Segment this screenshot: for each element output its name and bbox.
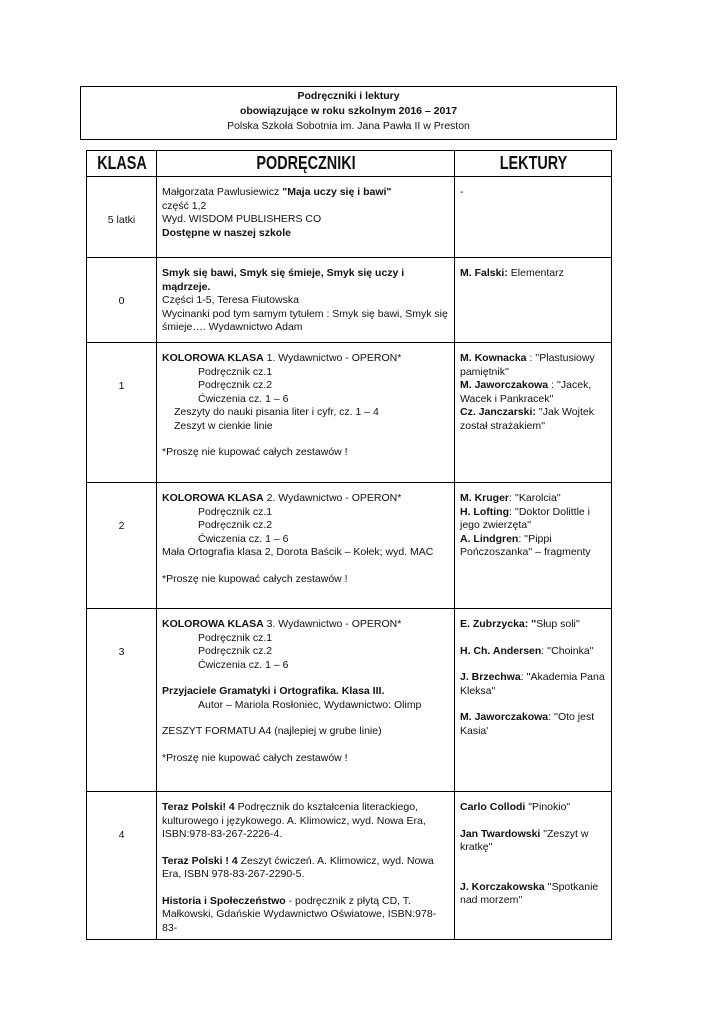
- document-header: [80, 86, 617, 140]
- podreczniki-cell: KOLOROWA KLASA 3. Wydawnictwo - OPERON* Podręcznik cz.1 Podręcznik cz.2 Ćwiczenia cz. 1 – 6 Przyjaciele Gramatyki i Ortografika. Klasa III. Autor – Mariola Rosłoniec, Wydawnictwo: Olimp ZESZYT FORMATU A4 (najlepiej w grube linie) *Proszę nie kupować całych zestawów !: [157, 609, 455, 792]
- klasa-cell: 2: [87, 483, 157, 609]
- header-school-year: obowiązujące w roku szkolnym 2016 – 2017: [239, 105, 458, 117]
- lektury-cell: E. Zubrzycka: ''Słup soli'' H. Ch. Andersen: ''Choinka'' J. Brzechwa: ''Akademia Pana Kleksa'' M. Jaworczakowa: ''Oto jest Kasia': [455, 609, 612, 792]
- table-row: [87, 483, 612, 609]
- klasa-cell: 4: [87, 792, 157, 940]
- column-header-klasa: KLASA: [94, 151, 150, 177]
- lektury-cell: M. Kruger: ''Karolcia'' H. Lofting: ''Doktor Dolittle i jego zwierzęta'' A. Lindgren: ''Pippi Pończoszanka'' – fragmenty: [455, 483, 612, 609]
- podreczniki-cell: Małgorzata Pawlusiewicz "Maja uczy się i bawi" część 1,2 Wyd. WISDOM PUBLISHERS CO Dostępne w naszej szkole: [157, 177, 455, 258]
- books-table: [86, 150, 612, 940]
- podreczniki-cell: Teraz Polski! 4 Podręcznik do kształcenia literackiego, kulturowego i językowego. A. Klimowicz, wyd. Nowa Era, ISBN:978-83-267-2226-4. Teraz Polski ! 4 Zeszyt ćwiczeń. A. Klimowicz, wyd. Nowa Era, ISBN 978-83-267-2290-5. Historia i Społeczeństwo - podręcznik z płytą CD, T. Małkowski, Gdańskie Wydawnictwo Oświatowe, ISBN:978-83-: [157, 792, 455, 940]
- table-header-row: [87, 151, 612, 177]
- table-row: [87, 258, 612, 343]
- podreczniki-cell: KOLOROWA KLASA 2. Wydawnictwo - OPERON* Podręcznik cz.1 Podręcznik cz.2 Ćwiczenia cz. 1 – 6 Mała Ortografia klasa 2, Dorota Baścik – Kołek; wyd. MAC *Proszę nie kupować całych zestawów !: [157, 483, 455, 609]
- column-header-podreczniki: PODRĘCZNIKI: [186, 151, 424, 177]
- lektury-cell: M. Kownacka : ''Plastusiowy pamiętnik'' M. Jaworczakowa : ''Jacek, Wacek i Pankracek'' Cz. Janczarski: ''Jak Wojtek został strażakiem'': [455, 343, 612, 483]
- column-header-lektury: LEKTURY: [470, 151, 596, 177]
- klasa-cell: 3: [87, 609, 157, 792]
- lektury-cell: -: [455, 177, 612, 258]
- lektury-cell: Carlo Collodi "Pinokio" Jan Twardowski "Zeszyt w kratkę" J. Korczakowska ''Spotkanie nad morzem'': [455, 792, 612, 940]
- header-school-name: Polska Szkoła Sobotnia im. Jana Pawła II w Preston: [227, 120, 470, 132]
- table-row: [87, 609, 612, 792]
- klasa-cell: 5 latki: [87, 177, 157, 258]
- table-row: [87, 343, 612, 483]
- lektury-cell: M. Falski: Elementarz: [455, 258, 612, 343]
- podreczniki-cell: Smyk się bawi, Smyk się śmieje, Smyk się uczy i mądrzeje. Części 1-5, Teresa Fiutowska Wycinanki pod tym samym tytułem : Smyk się bawi, Smyk się śmieje…. Wydawnictwo Adam: [157, 258, 455, 343]
- klasa-cell: 1: [87, 343, 157, 483]
- table-row: [87, 177, 612, 258]
- table-row: [87, 792, 612, 940]
- header-title: Podręczniki i lektury: [297, 90, 400, 102]
- podreczniki-cell: KOLOROWA KLASA 1. Wydawnictwo - OPERON* Podręcznik cz.1 Podręcznik cz.2 Ćwiczenia cz. 1 – 6 Zeszyty do nauki pisania liter i cyfr, cz. 1 – 4 Zeszyt w cienkie linie *Proszę nie kupować całych zestawów !: [157, 343, 455, 483]
- klasa-cell: 0: [87, 258, 157, 343]
